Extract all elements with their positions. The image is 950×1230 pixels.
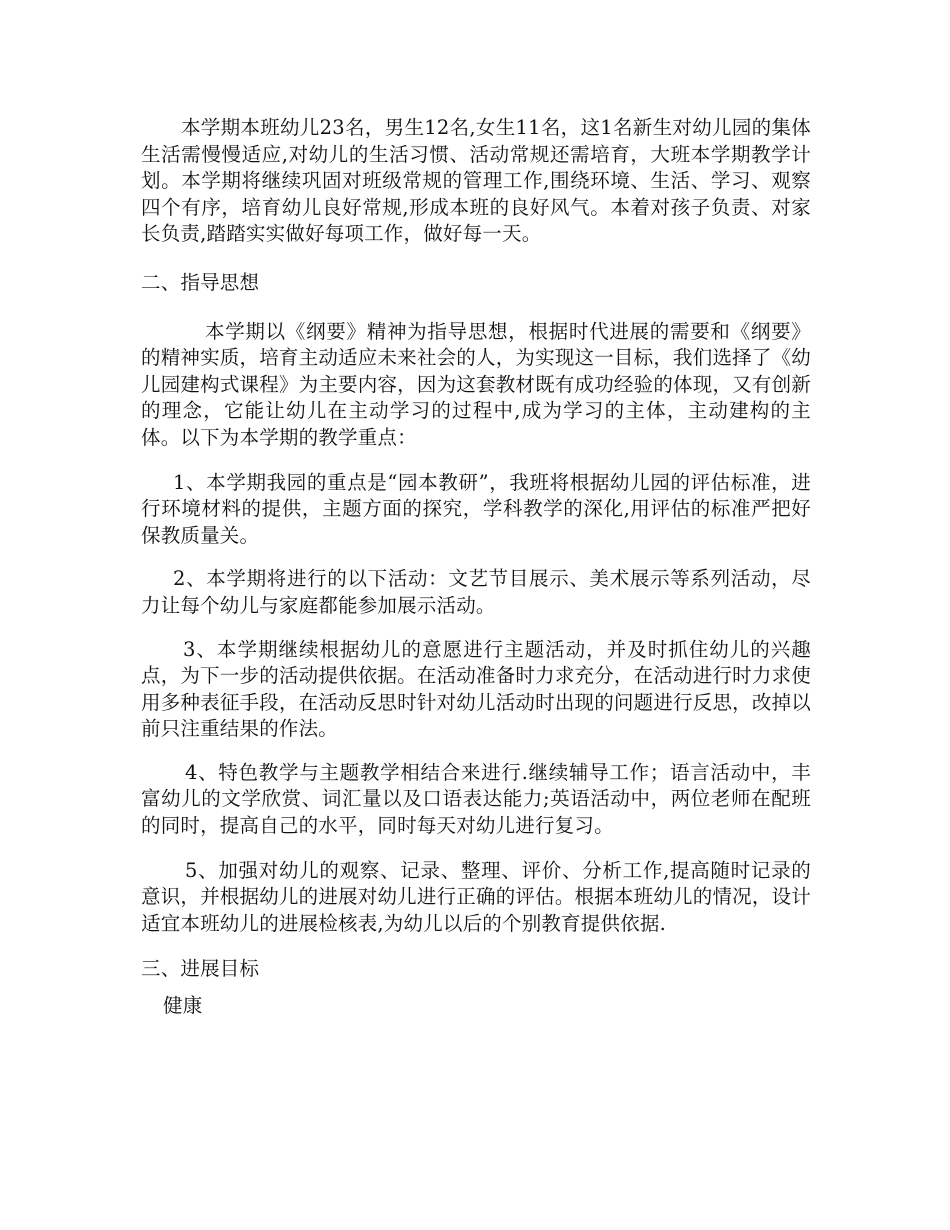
document-body (141, 115, 811, 1020)
section-heading-guiding-thought: 二、指导思想 (141, 270, 260, 294)
section-heading-development-goals: 三、进展目标 (141, 957, 260, 981)
subheading-health: 健康 (163, 994, 203, 1018)
teaching-focus-item-2: 2、本学期将进行的以下活动：文艺节目展示、美术展示等系列活动，尽力让每个幼儿与家庭都能参加展示活动。 (141, 567, 811, 617)
intro-paragraph: 本学期本班幼儿23名，男生12名,女生11名，这1名新生对幼儿园的集体生活需慢慢适应,对幼儿的生活习惯、活动常规还需培育，大班本学期教学计划。本学期将继续巩固对班级常规的管理工作,围绕环境、生活、学习、观察四个有序，培育幼儿良好常规,形成本班的良好风气。本着对孩子负责、对家长负责,踏踏实实做好每项工作，做好每一天。 (141, 116, 811, 246)
teaching-focus-item-4: 4、特色教学与主题教学相结合来进行.继续辅导工作；语言活动中，丰富幼儿的文学欣赏、词汇量以及口语表达能力;英语活动中，两位老师在配班的同时，提高自己的水平，同时每天对幼儿进行复习。 (141, 760, 811, 838)
guiding-thought-paragraph: 本学期以《纲要》精神为指导思想，根据时代进展的需要和《纲要》的精神实质，培育主动适应未来社会的人，为实现这一目标，我们选择了《幼儿园建构式课程》为主要内容，因为这套教材既有成功经验的体现，又有创新的理念，它能让幼儿在主动学习的过程中,成为学习的主体，主动建构的主体。以下为本学期的教学重点： (141, 319, 811, 449)
teaching-focus-item-1: 1、本学期我园的重点是“园本教研”，我班将根据幼儿园的评估标准，进行环境材料的提供，主题方面的探究，学科教学的深化,用评估的标准严把好保教质量关。 (141, 470, 811, 547)
teaching-focus-item-5: 5、加强对幼儿的观察、记录、整理、评价、分析工作,提高随时记录的意识，并根据幼儿的进展对幼儿进行正确的评估。根据本班幼儿的情况，设计适宜本班幼儿的进展检核表,为幼儿以后的个别教育提供依据. (141, 858, 811, 935)
teaching-focus-item-3: 3、本学期继续根据幼儿的意愿进行主题活动，并及时抓住幼儿的兴趣点，为下一步的活动提供依据。在活动准备时力求充分，在活动进行时力求使用多种表征手段，在活动反思时针对幼儿活动时出现的问题进行反思，改掉以前只注重结果的作法。 (141, 637, 811, 741)
